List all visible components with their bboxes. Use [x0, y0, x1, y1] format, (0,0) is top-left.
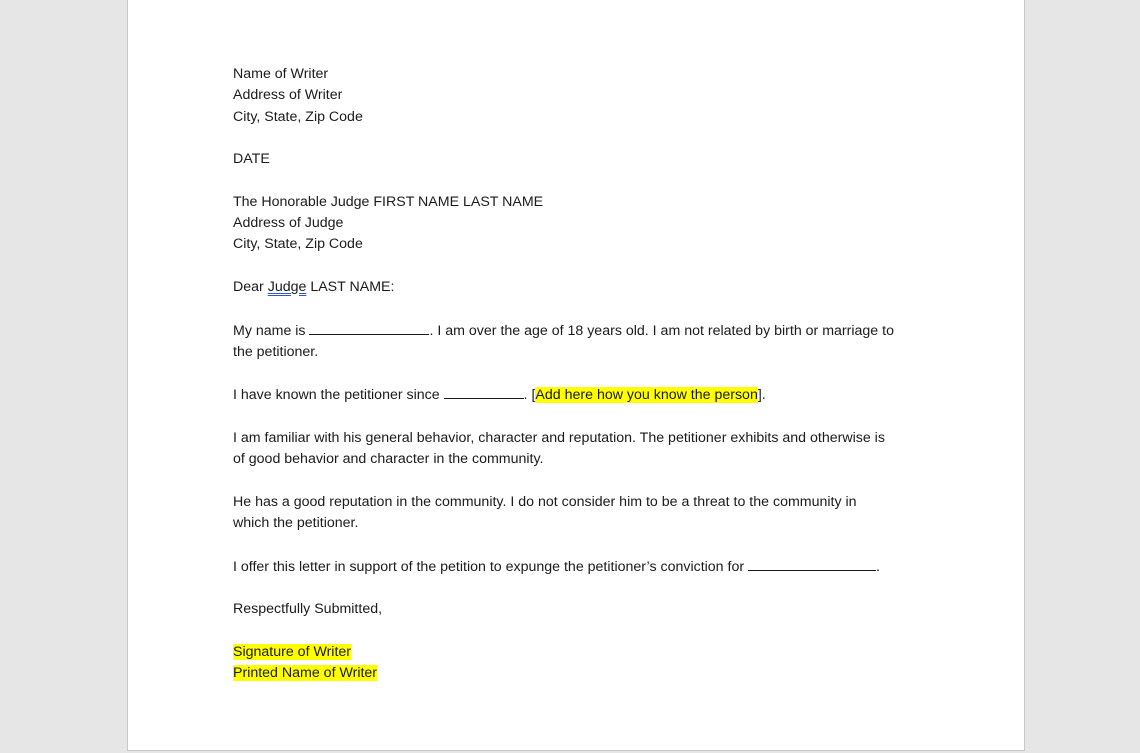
writer-name-blank[interactable] — [309, 320, 429, 335]
closing-block — [233, 599, 928, 620]
p3-text-line2: of good behavior and character in the community. — [233, 451, 544, 468]
letter-date: DATE — [233, 151, 270, 168]
p2-text-mid: . [ — [523, 387, 536, 404]
p1-text-before: My name is — [233, 322, 306, 339]
sender-block — [233, 64, 928, 128]
sender-name: Name of Writer — [233, 66, 329, 82]
p4-text-line1: He has a good reputation in the community. I do not consider him to be a threat to the community in — [233, 493, 857, 510]
signature-placeholder[interactable]: Signature of Writer — [233, 644, 352, 661]
paragraph-introduction — [233, 320, 928, 364]
document-page — [127, 0, 1025, 751]
p3-text-line1: I am familiar with his general behavior, character and reputation. The petitioner exhibits and otherwise is — [233, 430, 885, 447]
p2-text-before: I have known the petitioner since — [233, 387, 440, 404]
letter-body[interactable] — [233, 64, 928, 706]
recipient-block — [233, 192, 928, 256]
how-you-know-placeholder[interactable]: Add here how you know the person — [535, 387, 758, 404]
p2-text-end: ]. — [757, 387, 766, 404]
paragraph-known-since — [233, 384, 928, 406]
sender-address: Address of Writer — [233, 87, 343, 104]
p1-text-line2: the petitioner. — [233, 343, 319, 360]
p1-text-after: . I am over the age of 18 years old. I am not related by birth or marriage to — [429, 322, 894, 339]
paragraph-reputation — [233, 492, 928, 535]
salutation-suffix: LAST NAME: — [310, 278, 395, 295]
salutation — [233, 277, 928, 298]
printed-name-placeholder[interactable]: Printed Name of Writer — [233, 665, 378, 682]
recipient-address: Address of Judge — [233, 215, 344, 232]
sender-city-state-zip: City, State, Zip Code — [233, 108, 363, 125]
known-since-blank[interactable] — [444, 384, 524, 399]
p4-text-line2: which the petitioner. — [233, 515, 359, 532]
signature-block — [233, 642, 928, 685]
paragraph-support — [233, 556, 928, 578]
salutation-spellcheck-word[interactable]: Judge — [267, 278, 307, 295]
recipient-city-state-zip: City, State, Zip Code — [233, 236, 363, 253]
recipient-name: The Honorable Judge FIRST NAME LAST NAME — [233, 193, 544, 210]
conviction-blank[interactable] — [748, 556, 876, 571]
salutation-prefix: Dear — [233, 278, 264, 295]
paragraph-character — [233, 428, 928, 471]
p5-text-before: I offer this letter in support of the petition to expunge the petitioner’s conviction for — [233, 558, 745, 575]
closing-text: Respectfully Submitted, — [233, 601, 383, 618]
date-block — [233, 149, 928, 170]
p5-text-end: . — [876, 558, 880, 575]
